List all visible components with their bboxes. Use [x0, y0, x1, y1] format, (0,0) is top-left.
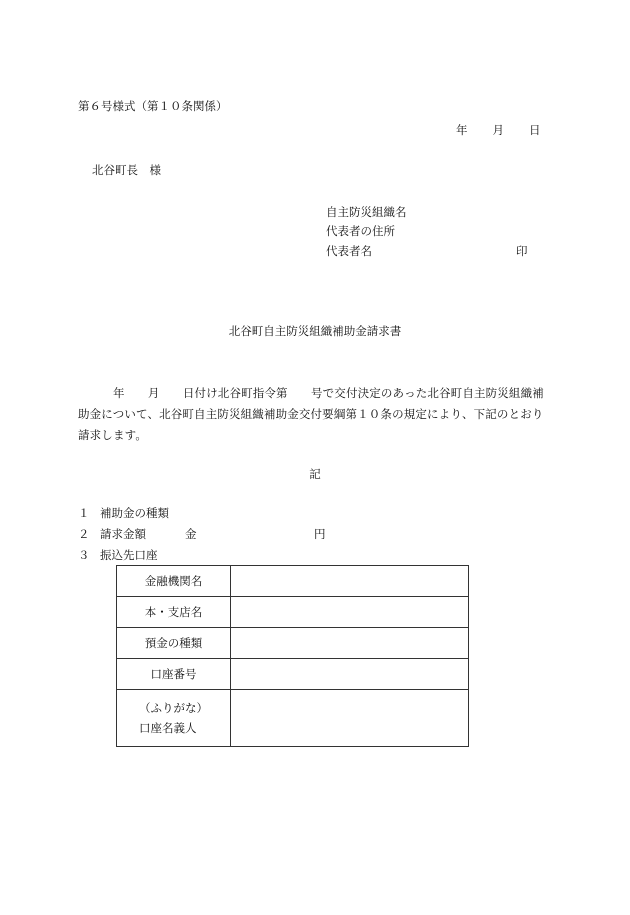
- branch-name-label: 本・支店名: [117, 597, 231, 628]
- table-row: [117, 566, 469, 597]
- item-bank-account: [78, 548, 158, 562]
- bank-account-table: [116, 565, 469, 747]
- seal-mark: 印: [516, 244, 528, 258]
- account-holder-field[interactable]: [231, 690, 469, 747]
- amount-kin: 金: [185, 527, 197, 541]
- item-subsidy-type: [78, 506, 169, 520]
- applicant-org-label: 自主防災組織名: [326, 205, 407, 219]
- deposit-type-label: 預金の種類: [117, 628, 231, 659]
- account-number-label: 口座番号: [117, 659, 231, 690]
- bank-name-field[interactable]: [231, 566, 469, 597]
- date-year: 年: [456, 123, 468, 137]
- ki-heading: 記: [309, 467, 321, 481]
- applicant-rep-label: 代表者名: [326, 244, 372, 258]
- applicant-address-label: 代表者の住所: [326, 224, 395, 238]
- deposit-type-field[interactable]: [231, 628, 469, 659]
- bank-name-label: 金融機関名: [117, 566, 231, 597]
- date-line: [456, 123, 541, 137]
- table-row: [117, 659, 469, 690]
- document-title: 北谷町自主防災組織補助金請求書: [228, 324, 402, 338]
- item-number: ３: [78, 548, 90, 562]
- body-line-1: 年 月 日付け北谷町指令第 号で交付決定のあった北谷町自主防災組織補: [78, 386, 544, 400]
- table-row: [117, 690, 469, 747]
- account-holder-label-cell: [117, 690, 231, 747]
- table-row: [117, 628, 469, 659]
- body-text: [78, 383, 558, 446]
- table-row: [117, 597, 469, 628]
- date-day: 日: [529, 123, 541, 137]
- date-month: 月: [492, 123, 504, 137]
- furigana-label: （ふりがな）: [139, 701, 208, 715]
- form-number: 第６号様式（第１０条関係）: [78, 99, 228, 113]
- item-number: ２: [78, 527, 90, 541]
- item-number: １: [78, 506, 90, 520]
- account-number-field[interactable]: [231, 659, 469, 690]
- item-label: 振込先口座: [100, 548, 158, 562]
- item-label: 補助金の種類: [100, 506, 169, 520]
- item-request-amount: [78, 527, 146, 541]
- branch-name-field[interactable]: [231, 597, 469, 628]
- amount-en: 円: [314, 527, 326, 541]
- body-line-3: 請求します。: [78, 428, 147, 442]
- body-line-2: 助金について、北谷町自主防災組織補助金交付要綱第１０条の規定により、下記のとおり: [78, 407, 544, 421]
- account-holder-label: 口座名義人: [139, 721, 197, 735]
- addressee: 北谷町長 様: [92, 163, 161, 177]
- item-label: 請求金額: [100, 527, 146, 541]
